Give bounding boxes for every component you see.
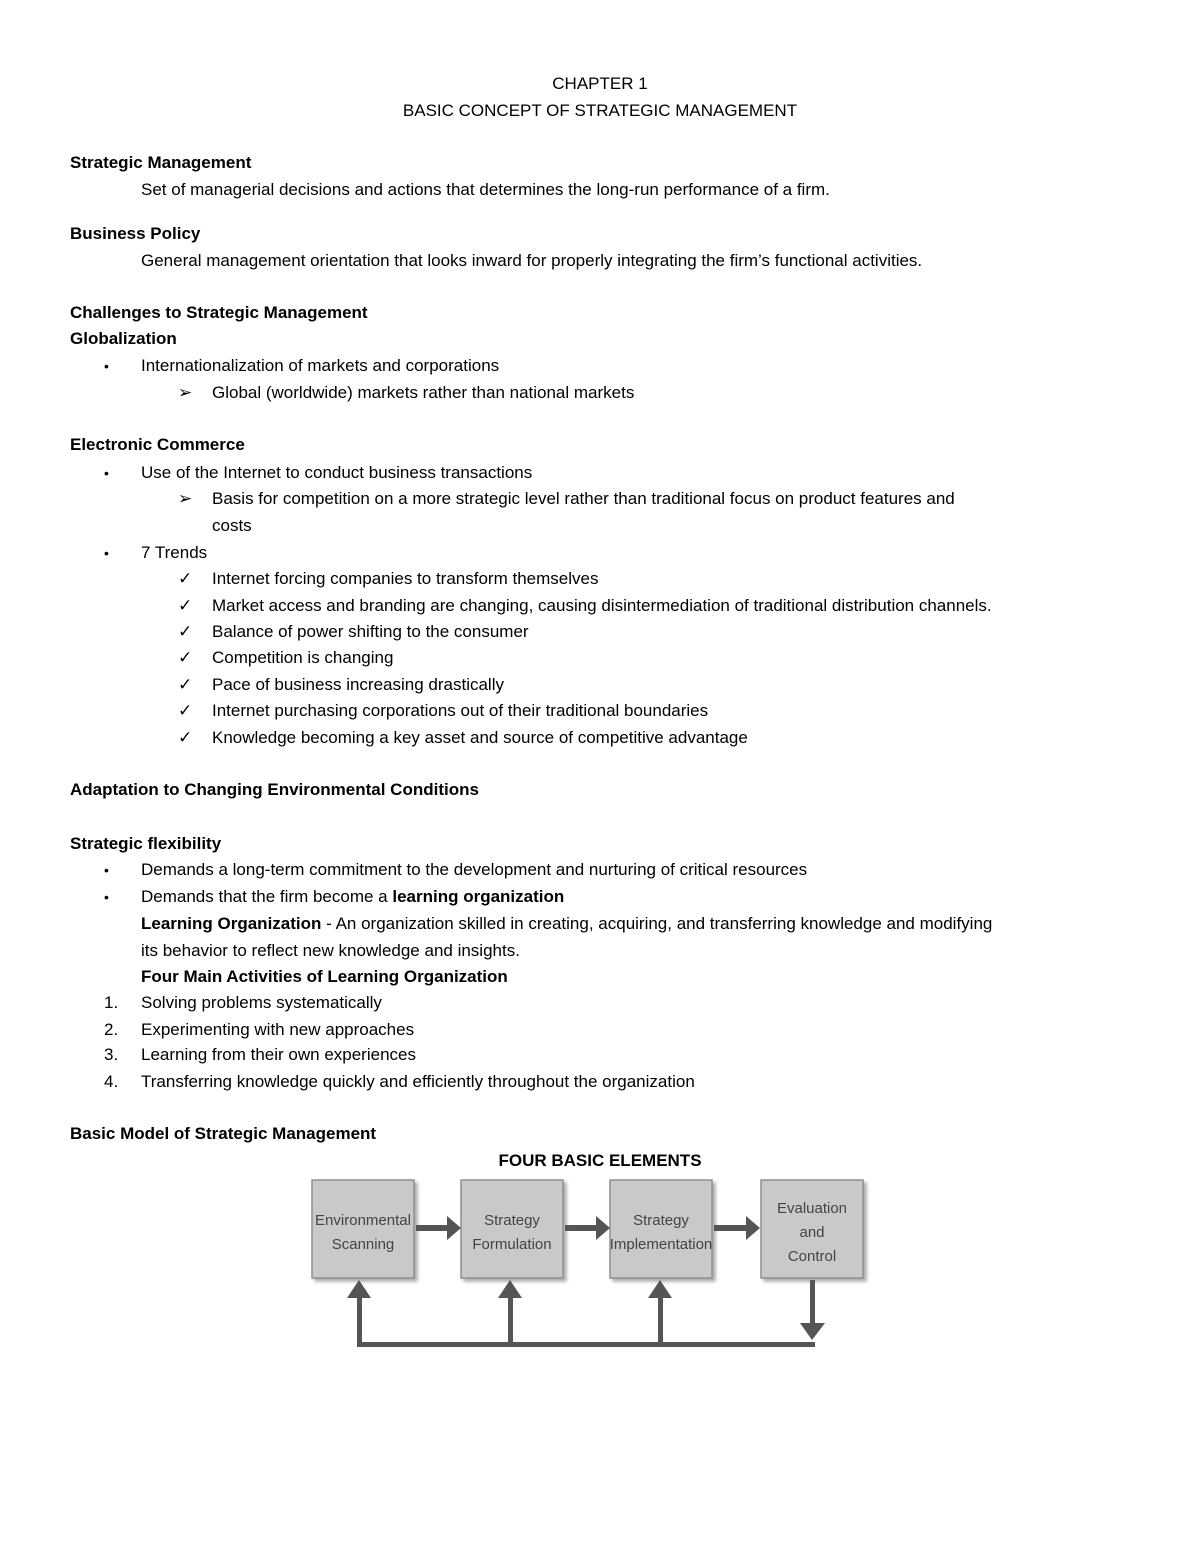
number-marker: 2. <box>104 1020 119 1039</box>
check-icon: ✓ <box>178 701 193 720</box>
check-icon: ✓ <box>178 569 193 588</box>
subheading-ecommerce: Electronic Commerce <box>70 435 245 454</box>
check-icon: ✓ <box>178 675 193 694</box>
check-icon: ✓ <box>178 648 193 667</box>
box-label: Evaluation <box>776 1200 848 1217</box>
section-heading-challenges: Challenges to Strategic Management <box>70 303 368 322</box>
box-label: Formulation <box>472 1236 552 1253</box>
box-label: Scanning <box>331 1236 395 1253</box>
definition-text: General management orientation that looks inward for properly integrating the firm’s functional activities. <box>141 251 923 270</box>
section-heading-adaptation: Adaptation to Changing Environmental Conditions <box>70 780 479 799</box>
trend-item: Market access and branding are changing, causing disintermediation of traditional distribution channels. <box>212 596 992 615</box>
check-icon: ✓ <box>178 622 193 641</box>
strategic-management-model-diagram <box>300 1170 880 1370</box>
subheading-globalization: Globalization <box>70 329 177 348</box>
list-item-continuation: costs <box>212 516 252 535</box>
definition-text: Set of managerial decisions and actions that determines the long-run performance of a firm. <box>141 180 830 199</box>
learning-organization-definition <box>141 914 992 934</box>
definition-continuation: its behavior to reflect new knowledge and insights. <box>141 941 520 960</box>
model-diagram-svg <box>300 1170 880 1370</box>
trend-item: Competition is changing <box>212 648 394 667</box>
list-item: Demands a long-term commitment to the development and nurturing of critical resources <box>141 860 808 879</box>
trends-label: 7 Trends <box>141 543 208 562</box>
chapter-title: BASIC CONCEPT OF STRATEGIC MANAGEMENT <box>402 101 798 120</box>
list-item: Global (worldwide) markets rather than national markets <box>212 383 635 402</box>
check-icon: ✓ <box>178 596 193 615</box>
box-label: Strategy <box>484 1212 540 1229</box>
bullet-marker: • <box>104 545 109 561</box>
activity-item: Experimenting with new approaches <box>141 1020 415 1039</box>
bullet-marker: • <box>104 889 109 905</box>
box-label: Strategy <box>633 1212 689 1229</box>
bullet-marker: • <box>104 465 109 481</box>
arrow-right-icon <box>746 1216 760 1240</box>
definition-term: Strategic Management <box>70 153 252 172</box>
trend-item: Knowledge becoming a key asset and source of competitive advantage <box>212 728 748 747</box>
trend-item: Pace of business increasing drastically <box>212 675 504 694</box>
trend-item: Internet purchasing corporations out of their traditional boundaries <box>212 701 709 720</box>
list-item: Basis for competition on a more strategic level rather than traditional focus on product features and <box>212 489 955 508</box>
list-item-text: Demands that the firm become a <box>141 887 393 906</box>
list-item: Internationalization of markets and corporations <box>141 356 500 375</box>
definition-text: - An organization skilled in creating, acquiring, and transferring knowledge and modifying <box>321 914 993 933</box>
definition-term: Business Policy <box>70 224 201 243</box>
arrow-up-icon <box>648 1280 672 1298</box>
trend-item: Internet forcing companies to transform themselves <box>212 569 599 588</box>
trend-item: Balance of power shifting to the consumer <box>212 622 529 641</box>
arrow-right-icon <box>447 1216 461 1240</box>
element-box <box>610 1180 712 1278</box>
section-heading-model: Basic Model of Strategic Management <box>70 1124 377 1143</box>
feedback-loop <box>347 1280 825 1347</box>
number-marker: 1. <box>104 993 119 1012</box>
activities-heading: Four Main Activities of Learning Organization <box>141 967 508 986</box>
subheading-flexibility: Strategic flexibility <box>70 834 222 853</box>
arrow-down-icon <box>800 1323 825 1340</box>
activity-item: Solving problems systematically <box>141 993 382 1012</box>
number-marker: 4. <box>104 1072 119 1091</box>
box-label: and <box>799 1224 825 1241</box>
list-item-emphasis: learning organization <box>392 887 565 906</box>
box-label: Control <box>787 1248 837 1265</box>
bullet-marker: • <box>104 862 109 878</box>
arrow-bullet-icon: ➢ <box>178 489 193 508</box>
arrow-right-icon <box>596 1216 610 1240</box>
arrow-bullet-icon: ➢ <box>178 383 193 402</box>
bullet-marker: • <box>104 358 109 374</box>
diagram-title: FOUR BASIC ELEMENTS <box>498 1151 702 1170</box>
box-label: Environmental <box>315 1212 411 1229</box>
arrow-up-icon <box>347 1280 371 1298</box>
list-item <box>141 887 564 907</box>
activity-item: Learning from their own experiences <box>141 1045 416 1064</box>
definition-term: Learning Organization <box>141 914 322 933</box>
element-box <box>461 1180 563 1278</box>
number-marker: 3. <box>104 1045 119 1064</box>
box-label: Implementation <box>609 1236 713 1253</box>
element-box <box>312 1180 414 1278</box>
arrow-up-icon <box>498 1280 522 1298</box>
check-icon: ✓ <box>178 728 193 747</box>
chapter-label: CHAPTER 1 <box>552 74 648 93</box>
activity-item: Transferring knowledge quickly and efficiently throughout the organization <box>141 1072 695 1091</box>
list-item: Use of the Internet to conduct business transactions <box>141 463 533 482</box>
